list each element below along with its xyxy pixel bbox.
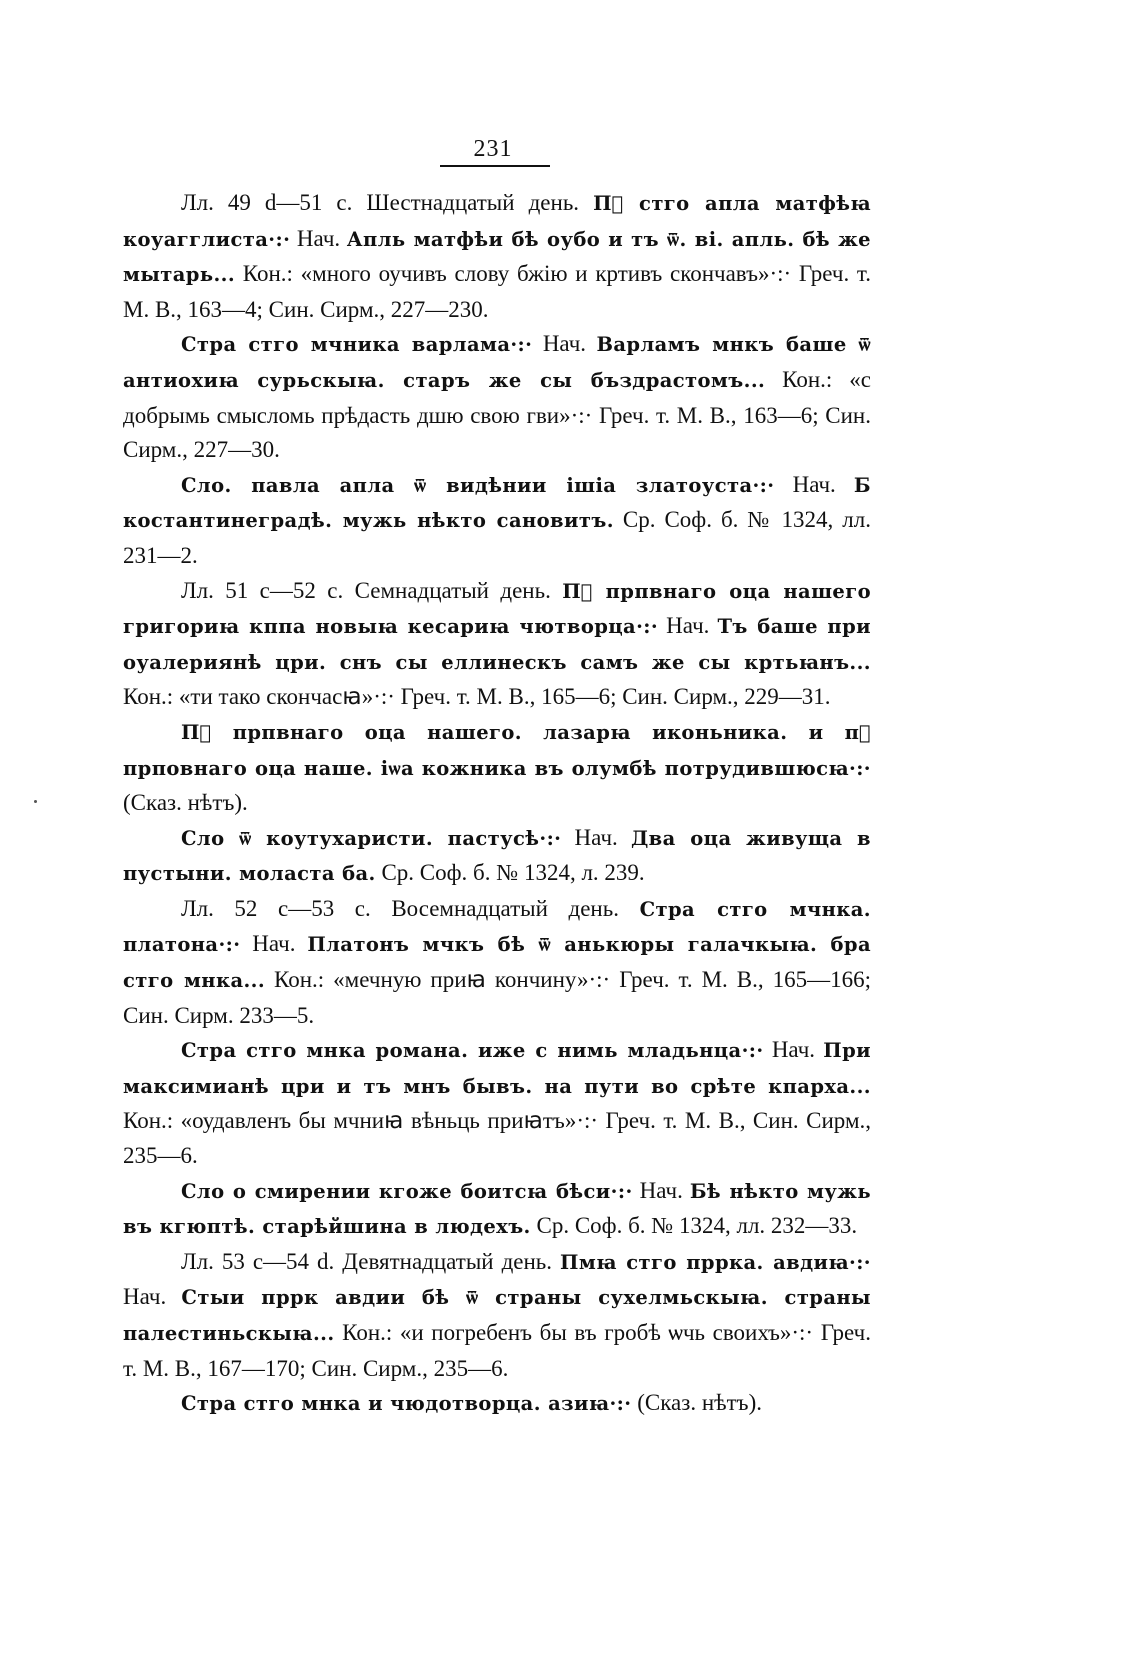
entry-paragraph (123, 1245, 871, 1386)
entry-paragraph (123, 1033, 871, 1173)
entry-lead: Лл. 49 d—51 с. Шестнадцатый день. (181, 190, 594, 215)
entry-paragraph (123, 327, 871, 467)
entry-reference: Ср. Соф. б. № 1324, лл. 231—2. (123, 507, 871, 568)
entry-reference: (Сказ. нѣтъ). (631, 1390, 762, 1416)
entry-lead: Лл. 52 с—53 с. Восемнадцатый день. (181, 895, 640, 921)
church-slavonic-title: Стра стго мчнка. платона·:· (123, 897, 871, 957)
church-slavonic-incipit: Апль матфѣи бѣ оубо и тъ ѿ. ві. апль. бѣ же мытарь... (123, 227, 871, 287)
entry-paragraph (123, 821, 871, 892)
entry-label: Нач. (658, 613, 718, 639)
church-slavonic-title: Пмꙗ стго пррка. авдиꙗ·:· (560, 1250, 871, 1274)
page-number: 231 (473, 136, 513, 162)
church-slavonic-title: Пⷶ стго апла матфѣꙗ коуагглиста·:· (123, 192, 871, 251)
entry-label: Нач. (561, 824, 631, 850)
margin-speck (34, 800, 37, 803)
church-slavonic-title: Стра стго мчника варлама·:· (181, 333, 533, 357)
church-slavonic-incipit: Два оца живуща в пустыни. моласта ба. (123, 826, 871, 886)
entry-paragraph (123, 892, 871, 1033)
entry-reference: (Сказ. нѣтъ). (123, 790, 248, 816)
entry-reference: Кон.: «ти тако скончасꙗ»·:· Греч. т. М. В., 165—6; Син. Сирм., 229—31. (123, 684, 831, 710)
church-slavonic-incipit: Варламъ мнкъ баше ѿ антиохиꙗ сурьскыꙗ. старъ же сы бъздрастомъ... (123, 333, 872, 392)
entry-label: Нач. (532, 331, 597, 357)
entry-reference: Кон.: «оудавленъ бы мчниꙗ вѣньць приꙗтъ»·:· Греч. т. М. В., Син. Сирм., 235—6. (123, 1108, 871, 1169)
page-number-rule (440, 165, 550, 167)
entry-lead: Лл. 53 с—54 d. Девятнадцатый день. (181, 1248, 561, 1274)
church-slavonic-incipit: Платонъ мчкъ бѣ ѿ анькюры галачкыꙗ. бра стго мнка... (123, 933, 871, 993)
entry-reference: Кон.: «и погребенъ бы въ гробѣ ѡчь своихъ»·:· Греч. т. М. В., 167—170; Син. Сирм., 235—6. (123, 1320, 871, 1381)
entry-reference: Ср. Соф. б. № 1324, л. 239. (375, 860, 645, 886)
entry-paragraph (123, 715, 871, 821)
church-slavonic-incipit: Стыи пррк авдии бѣ ѿ страны сухелмьскыꙗ. страны палестиньскыꙗ... (123, 1286, 871, 1345)
entry-paragraph (123, 574, 871, 715)
entry-label: Нач. (774, 471, 854, 497)
entry-paragraph (123, 468, 871, 574)
entry-paragraph (123, 1386, 871, 1422)
church-slavonic-incipit: Тъ баше при оуалериянѣ цри. снъ сы еллинескъ самъ же сы кртьꙗнъ... (123, 615, 871, 674)
entry-reference: Кон.: «много оучивъ слову бжію и кртивъ скончавъ»·:· Греч. т. М. В., 163—4; Син. Сирм., 227—230. (123, 261, 871, 322)
church-slavonic-title: Пⷶ прпвнаго оца нашего григориꙗ кппа новыꙗ кесариꙗ чютворца·:· (123, 579, 871, 639)
entry-lead: Лл. 51 с—52 с. Семнадцатый день. (181, 577, 563, 603)
entry-label: Нач. (632, 1177, 690, 1203)
entry-paragraph (123, 186, 871, 327)
entry-label: Нач. (290, 225, 347, 251)
church-slavonic-title: Сло ѿ коутухаристи. пастусѣ·:· (181, 826, 562, 850)
entry-paragraph (123, 1174, 871, 1245)
church-slavonic-title: Пⷶ прпвнаго оца нашего. лазарꙗ иконьника. и пⷶ прповнаго оца наше. іѡа кожника въ олумбѣ потрудившюсꙗ·:· (123, 720, 871, 780)
church-slavonic-incipit: Б костантинеградѣ. мужь нѣкто сановитъ. (123, 473, 871, 533)
entry-label: Нач. (763, 1037, 824, 1063)
entry-label: Нач. (240, 931, 308, 957)
entry-label: Нач. (123, 1284, 182, 1310)
entry-reference: Кон.: «мечную приꙗ кончину»·:· Греч. т. М. В., 165—166; Син. Сирм. 233—5. (123, 967, 871, 1028)
church-slavonic-incipit: Бѣ нѣкто мужь въ кгюптѣ. старѣйшина в людехъ. (123, 1179, 872, 1239)
church-slavonic-incipit: При максимианѣ цри и тъ мнъ бывъ. на пути во срѣте кпарха... (123, 1039, 871, 1098)
entry-reference: Ср. Соф. б. № 1324, лл. 232—33. (530, 1213, 858, 1239)
entry-reference: Кон.: «с добрымь смысломь прѣдасть дшю свою гви»·:· Греч. т. М. В., 163—6; Син. Сирм., 227—30. (123, 366, 871, 463)
church-slavonic-title: Стра стго мнка и чюдотворца. азиꙗ·:· (181, 1392, 632, 1416)
page-body (123, 186, 871, 1422)
church-slavonic-title: Стра стго мнка романа. иже с нимь младьнца·:· (181, 1039, 764, 1063)
church-slavonic-title: Сло. павла апла ѿ видѣнии ішіа златоуста·:· (181, 473, 775, 497)
church-slavonic-title: Сло о смирении кгоже боитсꙗ бѣси·:· (181, 1179, 633, 1203)
